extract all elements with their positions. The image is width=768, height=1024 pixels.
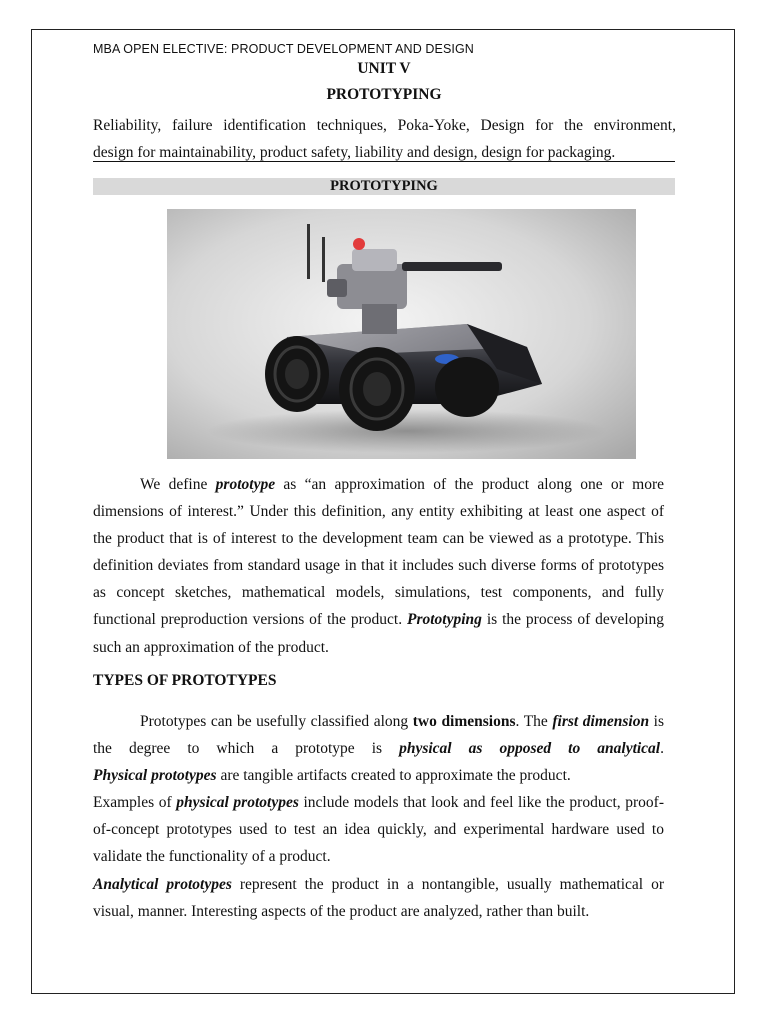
text-run: include models that look and feel like the product, proof-of-concept prototypes used to test an idea quickly, and experimental hardware used to validate the functionality of a product.: [93, 794, 664, 866]
text-run: Prototypes can be usefully classified along: [140, 713, 413, 730]
text-run: is the degree to which a prototype is: [93, 713, 664, 758]
term-prototyping: Prototyping: [407, 611, 482, 629]
analytical-block: [93, 871, 664, 925]
term-analytical-prototypes: Analytical prototypes: [93, 875, 232, 893]
text-run: We define: [140, 476, 216, 493]
robot-vehicle-image: [167, 209, 636, 459]
term-prototype: prototype: [215, 476, 276, 493]
term-physical-prototypes: physical prototypes: [176, 794, 299, 812]
text-run: are tangible artifacts created to approximate the product.: [216, 767, 571, 785]
topics-list: [93, 112, 676, 166]
text-run: .: [660, 740, 664, 758]
term-two-dimensions: two dimensions: [412, 713, 516, 730]
types-line-block: [93, 708, 664, 762]
prototype-definition-paragraph: [93, 471, 664, 661]
text-run: as “an approximation of the product along one or more dimensions of interest.” Under this definition, any entity exhibiting at least one aspect of the product that is of interest to the development team can be viewed as a prototype. This definition deviates from standard usage in that it includes such diverse forms of prototypes as concept sketches, mathematical models, simulations, test components, and fully functional preproduction versions of the product.: [93, 476, 664, 629]
topics-line-2: design for maintainability, product safety, liability and design, design for packaging.: [93, 144, 616, 161]
examples-block: [93, 789, 664, 870]
term-physical-vs-analytical: physical as opposed to analytical: [399, 740, 661, 758]
horizontal-rule: [93, 161, 675, 162]
term-physical-prototypes: Physical prototypes: [93, 767, 217, 785]
term-first-dimension: first dimension: [552, 713, 650, 730]
text-run: . The: [515, 713, 553, 730]
topics-line-1: Reliability, failure identification techniques, Poka-Yoke, Design for the environment,: [93, 117, 676, 134]
text-run: Examples of: [93, 794, 177, 812]
unit-title: UNIT V: [357, 60, 411, 77]
text-run: represent the product in a nontangible, usually mathematical or visual, manner. Interesting aspects of the product are analyzed, rather than built.: [93, 875, 664, 920]
section-heading-bar: PROTOTYPING: [93, 178, 675, 195]
physical-prototypes-line: [93, 762, 664, 789]
running-header: MBA OPEN ELECTIVE: PRODUCT DEVELOPMENT AND DESIGN: [93, 42, 474, 56]
types-of-prototypes-heading: TYPES OF PROTOTYPES: [93, 672, 277, 689]
types-paragraph: [93, 708, 664, 925]
text-run: is the process of developing such an approximation of the product.: [93, 611, 665, 656]
chapter-title: PROTOTYPING: [326, 86, 442, 103]
